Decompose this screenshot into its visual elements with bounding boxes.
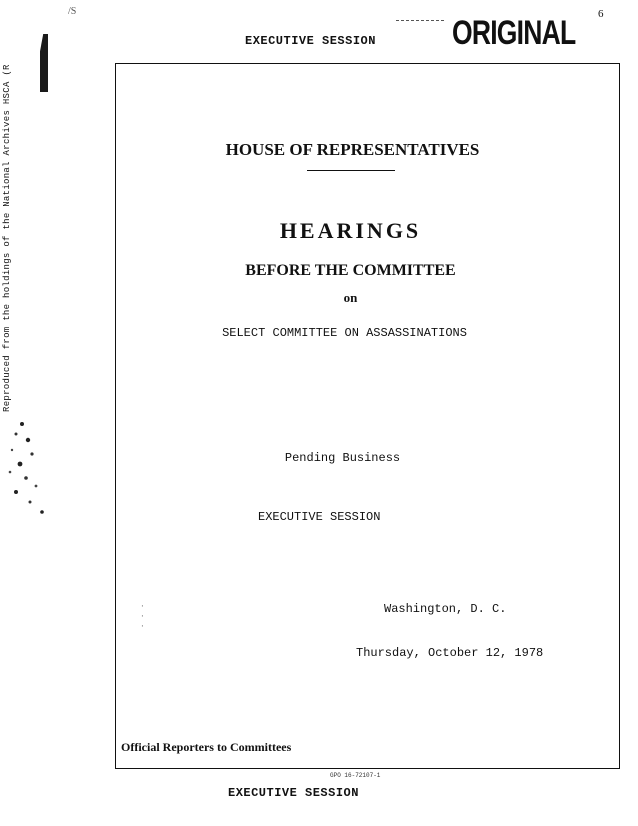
committee-name: SELECT COMMITTEE ON ASSASSINATIONS	[222, 326, 467, 340]
subject-text: Pending Business	[284, 451, 401, 465]
corner-mark: 6	[598, 8, 604, 20]
date-text: Thursday, October 12, 1978	[356, 646, 544, 660]
scan-ticks: · · ·	[140, 602, 145, 631]
executive-session-stamp-bottom: EXECUTIVE SESSION	[228, 786, 359, 800]
house-heading: HOUSE OF REPRESENTATIVES	[225, 140, 480, 159]
heading-rule	[307, 170, 395, 171]
before-committee-heading: BEFORE THE COMMITTEE	[245, 262, 456, 279]
dash-mark	[396, 20, 444, 21]
margin-scan-mark	[40, 34, 48, 92]
place-text: Washington, D. C.	[384, 602, 507, 616]
official-reporters-text: Official Reporters to Committees	[121, 740, 292, 754]
cover-frame	[115, 63, 620, 769]
gpo-code: GPO 16-72107-1	[330, 772, 381, 779]
hearings-title: HEARINGS	[279, 218, 422, 243]
executive-session-stamp-middle: EXECUTIVE SESSION	[258, 510, 381, 524]
executive-session-stamp-top: EXECUTIVE SESSION	[245, 34, 376, 48]
archive-margin-text: Reproduced from the holdings of the National Archives HSCA (R	[2, 64, 12, 412]
scan-speckle-mark	[2, 420, 46, 520]
on-text: on	[343, 290, 358, 305]
top-scribble: /S	[68, 6, 77, 17]
original-stamp: ORIGINAL	[452, 14, 576, 52]
